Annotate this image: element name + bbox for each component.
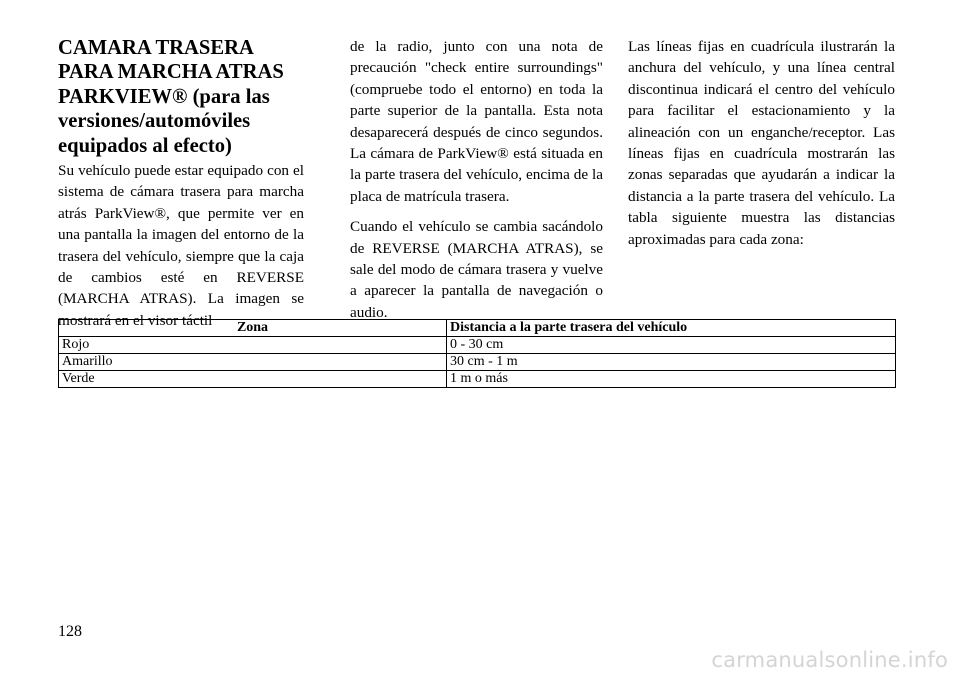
watermark: carmanualsonline.info: [711, 648, 948, 672]
distance-zones-table: [58, 319, 896, 388]
body-paragraph: Las líneas fijas en cuadrícula ilustrarán la anchura del vehículo, y una línea central discontinua indicará el centro del vehículo para facilitar el estacionamiento y la alineación con un enganche/receptor. Las líneas fijas en cuadrícula mostrarán las zonas separadas que ayudarán a indicar la distancia a la parte trasera del vehículo. La tabla siguiente muestra las distancias aproximadas para cada zona:: [628, 38, 895, 248]
column-header-zone: Zona: [59, 320, 447, 337]
zone-cell: Amarillo: [59, 354, 447, 371]
zone-cell: Verde: [59, 371, 447, 388]
column-header-distance: Distancia a la parte trasera del vehículo: [447, 320, 896, 337]
table-row: [59, 337, 896, 354]
page-number: 128: [58, 623, 82, 640]
text-column-3: [628, 36, 895, 259]
table-row: [59, 371, 896, 388]
distance-cell: 0 - 30 cm: [447, 337, 896, 354]
body-paragraph: Su vehículo puede estar equipado con el sistema de cámara trasera para marcha atrás ParkView®, que permite ver en una pantalla la imagen del entorno de la trasera del vehículo, siempre que la caja de cambios esté en REVERSE (MARCHA ATRAS). La imagen se mostrará en el visor táctil: [58, 162, 304, 329]
text-column-1: [58, 36, 304, 340]
zone-cell: Rojo: [59, 337, 447, 354]
table-row: [59, 354, 896, 371]
section-heading: CAMARA TRASERA PARA MARCHA ATRAS PARKVIEW® (para las versiones/automóviles equipados al efecto): [58, 37, 284, 157]
body-paragraph: de la radio, junto con una nota de precaución "check entire surroundings" (compruebe todo el entorno) en toda la parte superior de la pantalla. Esta nota desaparecerá después de cinco segundos. La cámara de ParkView® está situada en la parte trasera del vehículo, encima de la placa de matrícula trasera.: [350, 38, 603, 205]
text-column-2: [350, 36, 603, 332]
body-paragraph: Cuando el vehículo se cambia sacándolo de REVERSE (MARCHA ATRAS), se sale del modo de cámara trasera y vuelve a aparecer la pantalla de navegación o audio.: [350, 218, 603, 321]
distance-cell: 30 cm - 1 m: [447, 354, 896, 371]
distance-cell: 1 m o más: [447, 371, 896, 388]
table-header-row: [59, 320, 896, 337]
